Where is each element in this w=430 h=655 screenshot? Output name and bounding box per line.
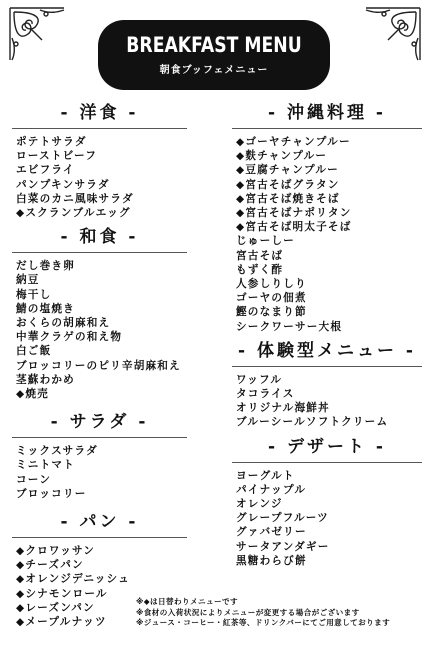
- section-western: [12, 100, 187, 220]
- menu-item: 納豆: [16, 274, 40, 287]
- menu-item: ブロッコリー: [16, 487, 87, 500]
- divider: [12, 128, 187, 129]
- menu-item: ミニトマト: [16, 459, 75, 472]
- menu-item: 白ご飯: [16, 345, 52, 358]
- section-heading: - パン -: [60, 512, 139, 533]
- divider: [232, 366, 422, 367]
- menu-item: ◆宮古そばナポリタン: [236, 207, 352, 220]
- menu-item: ポテトサラダ: [16, 136, 87, 148]
- corner-ornament-right-icon: [362, 4, 424, 64]
- menu-item: パンプキンサラダ: [16, 178, 110, 191]
- menu-item: ◆レーズンパン: [16, 601, 95, 614]
- menu-item: ワッフル: [236, 373, 283, 386]
- section-dessert: [232, 434, 422, 568]
- menu-item: だし巻き卵: [16, 260, 75, 273]
- menu-item: ヨーグルト: [236, 469, 295, 482]
- menu-item: グァバゼリー: [236, 526, 307, 539]
- section-heading: - 和食 -: [60, 227, 139, 248]
- section-heading: - 体験型メニュー -: [238, 340, 416, 361]
- menu-item: ◆宮古そばグラタン: [236, 178, 340, 191]
- footnote: ※◆は日替わりメニューです: [136, 597, 238, 606]
- menu-item: ◆宮古そば明太子そば: [236, 221, 352, 234]
- footnote: ※ジュース・コーヒー・紅茶等、ドリンクバーにてご用意しております: [136, 618, 391, 627]
- menu-item: グレープフルーツ: [236, 512, 329, 525]
- menu-item: もずく酢: [236, 263, 284, 276]
- section-experience: [232, 338, 422, 430]
- menu-item: パイナップル: [236, 483, 307, 496]
- divider: [12, 252, 187, 253]
- corner-ornament-left-icon: [6, 4, 68, 64]
- menu-item: タコライス: [236, 388, 295, 401]
- menu-item: ◆ゴーヤチャンプルー: [236, 136, 351, 148]
- menu-item: ◆クロワッサン: [16, 545, 96, 558]
- section-heading: - デザート -: [268, 436, 386, 457]
- menu-item: コーン: [16, 473, 52, 486]
- menu-item: ゴーヤの佃煮: [236, 292, 307, 305]
- menu-item: ◆宮古そば焼きそば: [236, 192, 340, 205]
- menu-item: ◆シナモンロール: [16, 587, 108, 600]
- menu-item: ◆メープルナッツ: [16, 616, 107, 629]
- page-subtitle: 朝食ブッフェメニュー: [159, 65, 269, 76]
- menu-item: サータアンダギー: [236, 540, 330, 553]
- menu-item: ミックスサラダ: [16, 445, 98, 458]
- section-salad: [12, 409, 187, 501]
- menu-item: 宮古そば: [236, 249, 284, 262]
- divider: [232, 462, 422, 463]
- menu-item: ローストビーフ: [16, 150, 98, 163]
- menu-item: 鰹のなまり節: [236, 306, 307, 319]
- left-column: [12, 100, 187, 629]
- menu-item: 黒糖わらび餅: [236, 554, 307, 567]
- footnote: ※食材の入荷状況によりメニューが変更する場合がございます: [136, 607, 360, 617]
- menu-item: 茎蘇わかめ: [16, 373, 75, 386]
- menu-item: 人参しりしり: [236, 278, 307, 291]
- menu-item: じゅーしー: [236, 235, 295, 248]
- footnotes: [136, 597, 428, 629]
- right-column: [232, 100, 422, 568]
- section-heading: - サラダ -: [50, 412, 149, 433]
- divider: [12, 537, 187, 538]
- menu-item: ◆オレンジデニッシュ: [16, 573, 130, 586]
- section-heading: - 洋食 -: [60, 103, 139, 123]
- divider: [232, 128, 422, 129]
- menu-item: シークワーサー大根: [236, 320, 343, 333]
- menu-item: おくらの胡麻和え: [16, 317, 111, 330]
- menu-item: 鯖の塩焼き: [16, 302, 75, 315]
- menu-item: ブロッコリーのピリ辛胡麻和え: [16, 359, 181, 372]
- menu-item: 中華クラゲの和え物: [16, 331, 123, 344]
- divider: [12, 437, 187, 438]
- menu-item: 白菜のカニ風味サラダ: [16, 192, 134, 205]
- menu-item: ◆スクランブルエッグ: [16, 207, 131, 220]
- menu-item: ◆チーズパン: [16, 559, 84, 572]
- title-badge: [98, 20, 330, 90]
- menu-item: ◆豆腐チャンプルー: [236, 164, 339, 177]
- menu-item: 梅干し: [16, 288, 52, 301]
- menu-item: オレンジ: [236, 498, 283, 511]
- menu-item: ◆麩チャンプルー: [236, 150, 328, 163]
- menu-item: ブルーシールソフトクリーム: [236, 416, 389, 429]
- page-title: BREAKFAST MENU: [126, 33, 302, 57]
- section-heading: - 沖縄料理 -: [268, 103, 386, 123]
- section-okinawan: [232, 100, 422, 334]
- menu-item: ◆焼売: [16, 388, 49, 401]
- menu-item: エビフライ: [16, 164, 75, 177]
- menu-item: オリジナル海鮮丼: [236, 402, 330, 415]
- section-japanese: [12, 224, 187, 401]
